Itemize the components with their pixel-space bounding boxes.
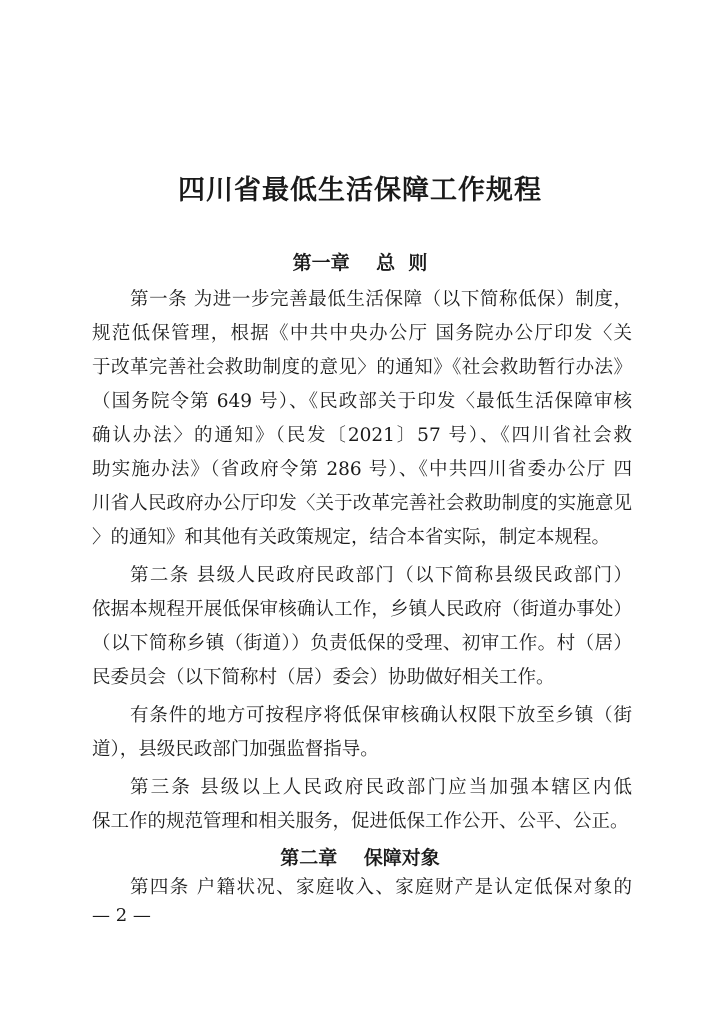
paragraph-line: 于改革完善社会救助制度的意见〉的通知》《社会救助暂行办法》 xyxy=(92,357,632,378)
paragraph-line: 助实施办法》（省政府令第 286 号）、《中共四川省委办公厅 四 xyxy=(92,459,632,480)
chapter-1-heading: 第一章 总 则 xyxy=(292,252,428,274)
document-title: 四川省最低生活保障工作规程 xyxy=(178,175,542,206)
paragraph-line: 保工作的规范管理和相关服务，促进低保工作公开、公平、公正。 xyxy=(92,811,629,832)
paragraph-line: （国务院令第 649 号）、《民政部关于印发〈最低生活保障审核 xyxy=(92,391,632,412)
paragraph-line: 第一条 为进一步完善最低生活保障（以下简称低保）制度， xyxy=(130,289,632,310)
paragraph-line: 规范低保管理，根据《中共中央办公厅 国务院办公厅印发〈关 xyxy=(92,323,632,344)
paragraph-line: 民委员会（以下简称村（居）委会）协助做好相关工作。 xyxy=(92,667,555,688)
chapter-2-heading: 第二章 保障对象 xyxy=(280,847,440,869)
paragraph-line: 第四条 户籍状况、家庭收入、家庭财产是认定低保对象的 xyxy=(130,877,632,898)
paragraph-line: 有条件的地方可按程序将低保审核确认权限下放至乡镇（街 xyxy=(130,705,632,726)
paragraph-line: 确认办法〉的通知》（民发〔2021〕57 号）、《四川省社会救 xyxy=(92,425,632,446)
paragraph-line: （以下简称乡镇（街道））负责低保的受理、初审工作。村（居） xyxy=(92,633,632,654)
paragraph-line: 第三条 县级以上人民政府民政部门应当加强本辖区内低 xyxy=(130,777,632,798)
paragraph-line: 川省人民政府办公厅印发〈关于改革完善社会救助制度的实施意见 xyxy=(92,493,632,514)
page-number: — 2 — xyxy=(92,905,151,926)
paragraph-line: 依据本规程开展低保审核确认工作，乡镇人民政府（街道办事处） xyxy=(92,599,632,620)
paragraph-line: 第二条 县级人民政府民政部门（以下简称县级民政部门） xyxy=(130,565,632,586)
paragraph-line: 〉的通知》和其他有关政策规定，结合本省实际，制定本规程。 xyxy=(92,527,611,548)
paragraph-line: 道），县级民政部门加强监督指导。 xyxy=(92,739,379,760)
